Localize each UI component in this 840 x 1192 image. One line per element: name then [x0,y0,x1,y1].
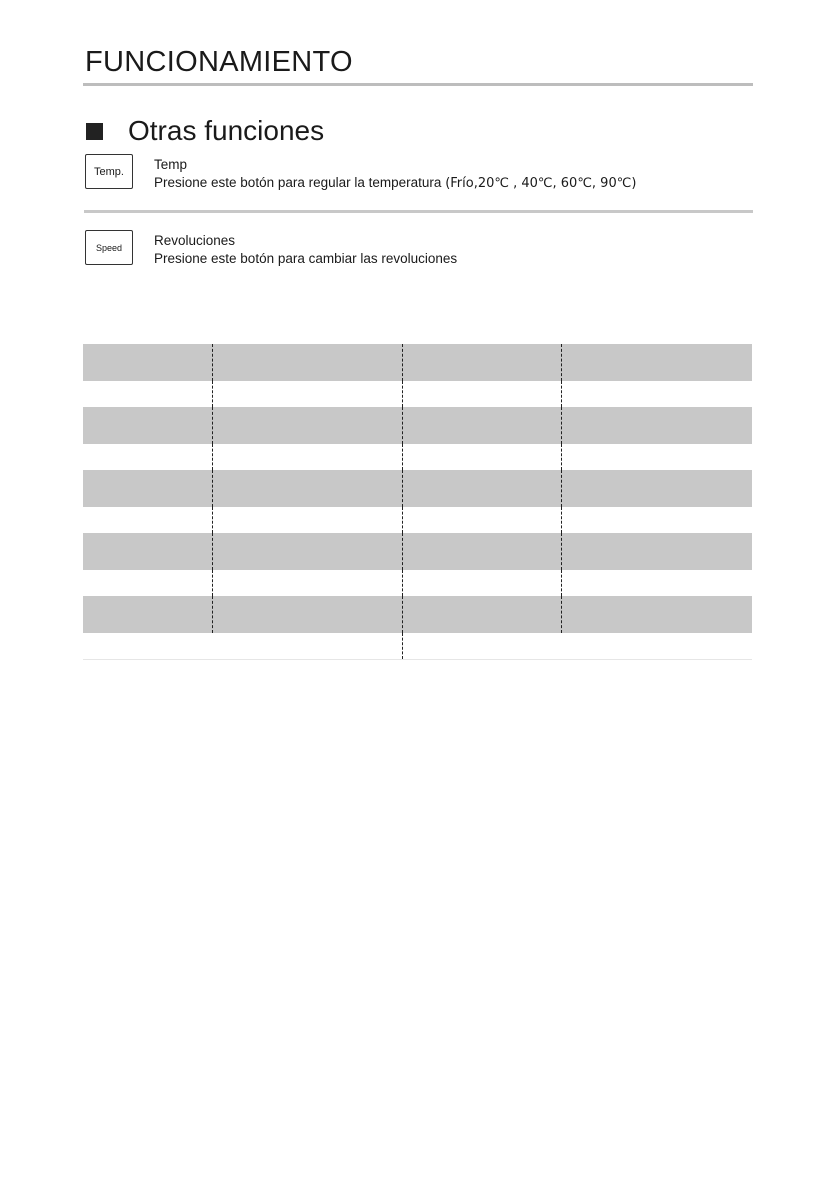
table-row [83,344,752,381]
column-divider [402,444,403,470]
section-heading-text: Otras funciones [128,115,325,146]
function-speed-description: Presione este botón para cambiar las revoluciones [154,251,458,266]
function-speed-text [154,232,457,268]
column-divider [402,381,403,407]
speed-button-icon: Speed [85,230,133,265]
column-divider [402,470,403,507]
function-temp-options: (Frío,20℃ , 40℃, 60℃, 90℃) [445,176,637,191]
table-row [83,407,752,444]
column-divider [402,596,403,633]
column-divider [212,470,213,507]
column-divider [402,344,403,381]
column-divider [561,444,562,470]
table-row [83,570,752,596]
function-temp-text [154,156,636,193]
table-row [83,381,752,407]
table-row [83,470,752,507]
column-divider [212,533,213,570]
column-divider [402,507,403,533]
function-temp-description [154,174,636,193]
table-row [83,596,752,633]
column-divider [561,596,562,633]
column-divider [402,407,403,444]
column-divider [212,507,213,533]
table-row [83,444,752,470]
column-divider [212,444,213,470]
column-divider [212,570,213,596]
column-divider [561,381,562,407]
column-divider [402,570,403,596]
temp-button-icon: Temp. [85,154,133,189]
square-bullet-icon [86,123,103,140]
page-title: FUNCIONAMIENTO [85,46,353,78]
column-divider [561,470,562,507]
column-divider [212,407,213,444]
column-divider [561,344,562,381]
column-divider [402,633,403,659]
column-divider [561,507,562,533]
section-heading [86,111,324,151]
function-temp-desc-text: Presione este botón para regular la temperatura [154,175,446,190]
column-divider [212,596,213,633]
column-divider [212,381,213,407]
column-divider [561,570,562,596]
function-temp-name: Temp [154,157,188,172]
column-divider [212,344,213,381]
column-divider [561,533,562,570]
column-divider [402,533,403,570]
table-row [83,507,752,533]
options-table [83,344,752,660]
title-underline [83,83,753,86]
column-divider [561,407,562,444]
table-row [83,533,752,570]
function-divider [84,210,753,213]
function-speed-name: Revoluciones [154,233,236,248]
table-row [83,633,752,660]
